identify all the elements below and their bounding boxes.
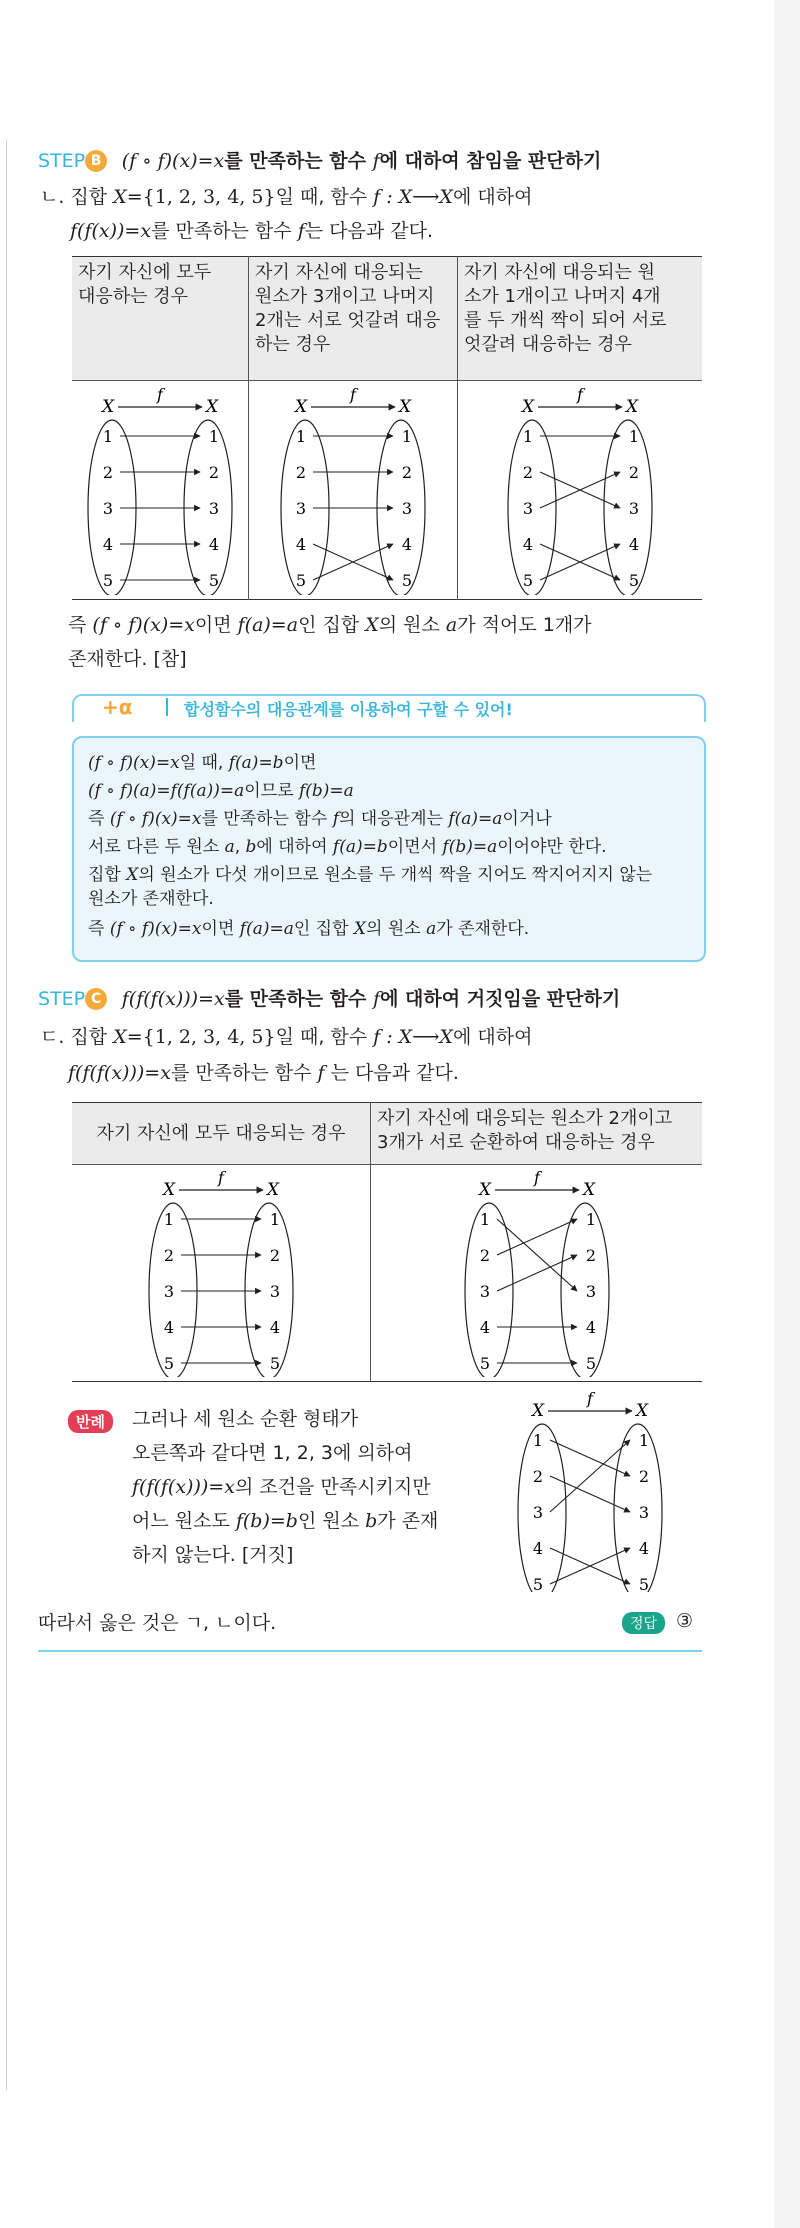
counter-text: 그러나 세 원소 순환 형태가 xyxy=(132,1408,359,1430)
counter-text: 하지 않는다. [거짓] xyxy=(132,1544,294,1566)
line-b3-f2: f(a)=a xyxy=(237,614,299,636)
domain-element: 2 xyxy=(295,463,307,482)
table-c-header-1 xyxy=(72,1103,371,1165)
table-c-header-2 xyxy=(371,1103,703,1165)
domain-element: 2 xyxy=(479,1246,490,1265)
tip-line-3 xyxy=(88,808,552,830)
tip-separator xyxy=(166,698,168,716)
domain-element: 1 xyxy=(479,1210,490,1229)
mapping-arrow xyxy=(497,1255,577,1291)
counter-text: 어느 원소도 xyxy=(132,1510,236,1532)
codomain-element: 2 xyxy=(401,463,413,482)
tip-math: X xyxy=(126,865,139,885)
mapping-arrow xyxy=(550,1440,630,1512)
set-values: ={1, 2, 3, 4, 5} xyxy=(126,1026,276,1048)
table-b-cell-3 xyxy=(458,381,703,600)
tip-math: (f ∘ f)(x)=x xyxy=(109,809,202,829)
conclusion-text: 따라서 옳은 것은 ㄱ, ㄴ이다. xyxy=(38,1612,277,1634)
table-b-cell-1 xyxy=(72,381,249,600)
step-c-f: f xyxy=(373,988,381,1010)
line-b1-mid: 일 때, 함수 xyxy=(275,186,374,208)
line-b3-f1: (f ∘ f)(x)=x xyxy=(92,614,195,636)
table-c xyxy=(72,1102,702,1382)
line-c1-mid: 일 때, 함수 xyxy=(275,1026,374,1048)
tip-text: 이면 xyxy=(201,919,240,939)
domain-set-label: X xyxy=(162,1180,176,1200)
domain-element: 2 xyxy=(532,1467,544,1486)
domain-element: 5 xyxy=(295,571,307,590)
codomain-element: 4 xyxy=(628,535,640,554)
tip-line-6 xyxy=(88,888,214,910)
step-b-text: 를 만족하는 함수 xyxy=(224,150,373,172)
header-line: 자기 자신에 대응되는 원 xyxy=(464,262,656,283)
header-line: 엇갈려 대응하는 경우 xyxy=(464,334,632,355)
tip-text: 즉 xyxy=(88,919,110,939)
mapping-arrow xyxy=(497,1219,577,1255)
tip-math: f(a)=a xyxy=(448,809,503,829)
function-label: f xyxy=(577,385,583,404)
function-label: f xyxy=(157,385,163,404)
tip-math: b xyxy=(245,837,257,857)
line-b1 xyxy=(40,184,532,210)
plus-alpha-icon: +α xyxy=(102,695,133,719)
tip-text: 즉 xyxy=(88,809,110,829)
line-c2 xyxy=(68,1060,459,1086)
set-x: X xyxy=(113,1026,127,1048)
line-b2-f: f xyxy=(297,220,305,242)
tip-text: 이거나 xyxy=(502,809,552,829)
codomain-set-label: X xyxy=(582,1180,595,1200)
codomain-element: 3 xyxy=(628,499,640,518)
domain-set-label: X xyxy=(531,1401,545,1421)
tip-box xyxy=(72,736,706,962)
function-label: f xyxy=(218,1168,224,1187)
domain-element: 1 xyxy=(102,427,114,446)
codomain-element: 1 xyxy=(401,427,413,446)
counter-math: f(f(f(x)))=x xyxy=(132,1476,235,1498)
set-x: X xyxy=(113,186,127,208)
line-b3-mid1: 이면 xyxy=(194,614,238,636)
header-line: 소가 1개이고 나머지 4개 xyxy=(464,286,661,307)
line-b1-pre: ㄴ. 집합 xyxy=(40,186,114,208)
codomain-set-label: X xyxy=(635,1401,649,1421)
domain-element: 5 xyxy=(532,1575,544,1592)
tip-math: X xyxy=(353,919,367,939)
tip-math: f(a)=b xyxy=(332,837,388,857)
answer-badge: 정답 xyxy=(622,1612,665,1634)
mapping-diagram-identity xyxy=(72,381,248,595)
line-b3-x: X xyxy=(365,614,379,636)
step-label: STEP xyxy=(38,150,86,172)
tip-math: a xyxy=(426,919,437,939)
counter-line-4 xyxy=(132,1508,438,1534)
tip-text: 이므로 xyxy=(244,781,299,801)
domain-element: 3 xyxy=(295,499,307,518)
domain-element: 4 xyxy=(479,1318,490,1337)
header-line: 대응하는 경우 xyxy=(78,286,189,307)
codomain-element: 2 xyxy=(208,463,220,482)
codomain-element: 5 xyxy=(208,571,220,590)
tip-math: f xyxy=(332,809,339,829)
line-b3-a: a xyxy=(445,614,458,636)
mapping-arrow xyxy=(550,1476,630,1512)
line-b2-formula: f(f(x))=x xyxy=(70,220,152,242)
line-b2 xyxy=(70,218,433,244)
mapping-diagram-two-swaps xyxy=(458,381,702,595)
tip-line-2 xyxy=(88,780,354,802)
codomain-element: 1 xyxy=(585,1210,596,1229)
tip-text: 를 만족하는 함수 xyxy=(201,809,333,829)
codomain-element: 4 xyxy=(638,1539,650,1558)
domain-set-label: X xyxy=(294,397,308,417)
mapping-arrow xyxy=(550,1440,630,1476)
mapping-diagram-counterexample xyxy=(480,1392,700,1592)
codomain-set-label: X xyxy=(398,397,412,417)
line-c1-post: 에 대하여 xyxy=(452,1026,533,1048)
header-line: 원소가 3개이고 나머지 xyxy=(255,286,435,307)
tip-line-7 xyxy=(88,918,529,940)
tip-text: 이어야만 한다. xyxy=(497,837,607,857)
header-line: 하는 경우 xyxy=(255,334,331,355)
table-b xyxy=(72,256,702,600)
tip-line-1 xyxy=(88,752,316,774)
table-b-header-3 xyxy=(458,257,703,381)
tip-text: 집합 xyxy=(88,865,127,885)
codomain-element: 5 xyxy=(269,1354,281,1373)
tip-math: f(a)=b xyxy=(228,753,284,773)
set-values: ={1, 2, 3, 4, 5} xyxy=(126,186,276,208)
domain-element: 3 xyxy=(102,499,114,518)
step-b-formula: (f ∘ f)(x)=x xyxy=(121,150,225,172)
line-c2-formula: f(f(f(x)))=x xyxy=(68,1062,171,1084)
domain-set-label: X xyxy=(101,397,115,417)
codomain-element: 1 xyxy=(638,1431,650,1450)
tip-math: (f ∘ f)(a)=f(f(a))=a xyxy=(88,781,245,801)
counter-line-3 xyxy=(132,1474,431,1500)
domain-element: 4 xyxy=(532,1539,544,1558)
codomain-element: 1 xyxy=(269,1210,281,1229)
codomain-set-label: X xyxy=(205,397,219,417)
tip-math: f(b)=a xyxy=(298,781,354,801)
codomain-element: 2 xyxy=(638,1467,650,1486)
domain-element: 5 xyxy=(522,571,534,590)
domain-element: 2 xyxy=(102,463,114,482)
codomain-element: 4 xyxy=(585,1318,596,1337)
mapping-diagram-three-cycle xyxy=(437,1165,637,1377)
function-label: f xyxy=(533,1168,540,1187)
margin-rule xyxy=(6,140,7,2090)
header-line: 3개가 서로 순환하여 대응하는 경우 xyxy=(377,1132,655,1153)
tip-math: f(b)=a xyxy=(442,837,498,857)
line-b1-post: 에 대하여 xyxy=(452,186,533,208)
counter-text: 인 원소 xyxy=(297,1510,366,1532)
line-b2-post: 는 다음과 같다. xyxy=(304,220,433,242)
line-c2-mid: 를 만족하는 함수 xyxy=(170,1062,318,1084)
codomain-element: 2 xyxy=(269,1246,281,1265)
codomain-element: 1 xyxy=(208,427,220,446)
step-c-tail: 에 대하여 거짓임을 판단하기 xyxy=(380,988,621,1010)
header-line: 자기 자신에 모두 xyxy=(78,262,212,283)
answer-value: ③ xyxy=(676,1610,694,1632)
codomain-element: 5 xyxy=(628,571,640,590)
counter-math: f(b)=b xyxy=(235,1510,298,1532)
domain-element: 3 xyxy=(532,1503,544,1522)
tip-math: a xyxy=(224,837,235,857)
line-b3-pre: 즉 xyxy=(68,614,93,636)
mapping-arrow xyxy=(497,1219,577,1291)
step-b-f: f xyxy=(372,150,380,172)
tip-text: 이면 xyxy=(283,753,317,773)
domain-element: 4 xyxy=(295,535,307,554)
step-b-heading xyxy=(38,146,601,173)
domain-element: 1 xyxy=(532,1431,544,1450)
domain-set-label: X xyxy=(521,397,535,417)
mapping-diagram-one-swap xyxy=(249,381,457,595)
codomain-element: 5 xyxy=(585,1354,596,1373)
tip-text: 이면서 xyxy=(387,837,443,857)
codomain-element: 5 xyxy=(401,571,413,590)
codomain-element: 2 xyxy=(585,1246,596,1265)
page-edge-band xyxy=(774,0,800,2228)
step-badge-c: C xyxy=(85,988,107,1010)
domain-element: 4 xyxy=(522,535,534,554)
function-label: f xyxy=(350,385,356,404)
domain-set-label: X xyxy=(478,1180,491,1200)
domain-element: 1 xyxy=(163,1210,175,1229)
counter-line-1 xyxy=(132,1406,358,1432)
tip-line-5 xyxy=(88,864,652,886)
tip-text: 서로 다른 두 원소 xyxy=(88,837,225,857)
codomain-element: 5 xyxy=(638,1575,650,1592)
domain-element: 2 xyxy=(522,463,534,482)
domain-element: 5 xyxy=(102,571,114,590)
tip-text: , xyxy=(234,837,246,857)
tip-text: 의 원소가 다섯 개이므로 원소를 두 개씩 짝을 지어도 짝지어지지 않는 xyxy=(138,865,653,885)
header-line: 자기 자신에 대응되는 원소가 2개이고 xyxy=(377,1108,673,1129)
table-b-header-2 xyxy=(249,257,458,381)
tip-text: 인 집합 xyxy=(293,919,354,939)
step-c-text: 를 만족하는 함수 xyxy=(224,988,374,1010)
counter-text: 오른쪽과 같다면 1, 2, 3에 의하여 xyxy=(132,1442,413,1464)
line-c2-f: f xyxy=(317,1062,325,1084)
line-b3-mid2: 인 집합 xyxy=(298,614,366,636)
tip-text: 원소가 존재한다. xyxy=(88,889,214,909)
header-line: 자기 자신에 대응되는 xyxy=(255,262,423,283)
domain-element: 3 xyxy=(163,1282,175,1301)
codomain-element: 4 xyxy=(269,1318,281,1337)
counter-line-2 xyxy=(132,1440,412,1466)
counter-text: 가 존재 xyxy=(377,1510,439,1532)
line-c1-pre: ㄷ. 집합 xyxy=(40,1026,114,1048)
codomain-element: 3 xyxy=(585,1282,596,1301)
domain-element: 4 xyxy=(102,535,114,554)
codomain-element: 3 xyxy=(638,1503,650,1522)
codomain-set-label: X xyxy=(625,397,639,417)
tip-math: (f ∘ f)(x)=x xyxy=(88,753,180,773)
function-map: f : X⟶X xyxy=(373,186,453,208)
line-b3-post: 가 적어도 1개가 xyxy=(457,614,592,636)
mapping-diagram-identity xyxy=(121,1165,321,1377)
tip-math: f(a)=a xyxy=(239,919,294,939)
step-b-tail: 에 대하여 참임을 판단하기 xyxy=(379,150,602,172)
line-c2-post: 는 다음과 같다. xyxy=(324,1062,459,1084)
line-b3-mid3: 의 원소 xyxy=(378,614,446,636)
domain-element: 1 xyxy=(522,427,534,446)
line-c1 xyxy=(40,1024,532,1050)
codomain-element: 3 xyxy=(208,499,220,518)
tip-title: 합성함수의 대응관계를 이용하여 구할 수 있어! xyxy=(184,700,513,719)
function-label: f xyxy=(587,1392,593,1408)
table-b-header-1 xyxy=(72,257,249,381)
tip-text: 의 대응관계는 xyxy=(338,809,449,829)
codomain-element: 4 xyxy=(208,535,220,554)
header-line: 2개는 서로 엇갈려 대응 xyxy=(255,310,441,331)
codomain-element: 1 xyxy=(628,427,640,446)
line-b4: 존재한다. [참] xyxy=(68,648,187,670)
step-c-heading xyxy=(38,984,620,1011)
codomain-element: 2 xyxy=(628,463,640,482)
domain-element: 5 xyxy=(163,1354,175,1373)
step-label: STEP xyxy=(38,988,86,1010)
domain-element: 4 xyxy=(163,1318,175,1337)
line-b2-mid: 를 만족하는 함수 xyxy=(151,220,298,242)
function-map: f : X⟶X xyxy=(373,1026,453,1048)
tip-line-4 xyxy=(88,836,607,858)
codomain-set-label: X xyxy=(266,1180,280,1200)
tip-text: 가 존재한다. xyxy=(436,919,530,939)
table-b-cell-2 xyxy=(249,381,458,600)
domain-element: 3 xyxy=(479,1282,490,1301)
domain-element: 2 xyxy=(163,1246,175,1265)
domain-element: 3 xyxy=(522,499,534,518)
section-rule xyxy=(38,1650,702,1652)
counter-text: 의 조건을 만족시키지만 xyxy=(234,1476,431,1498)
header-line: 자기 자신에 모두 대응되는 경우 xyxy=(96,1122,346,1144)
tip-text: 의 원소 xyxy=(366,919,427,939)
line-b3 xyxy=(68,612,592,638)
tip-math: (f ∘ f)(x)=x xyxy=(109,919,202,939)
codomain-element: 3 xyxy=(269,1282,281,1301)
header-line: 를 두 개씩 짝이 되어 서로 xyxy=(464,310,667,331)
codomain-element: 4 xyxy=(401,535,413,554)
domain-element: 5 xyxy=(479,1354,490,1373)
table-c-cell-2 xyxy=(371,1165,703,1382)
domain-element: 1 xyxy=(295,427,307,446)
codomain-element: 3 xyxy=(401,499,413,518)
table-c-cell-1 xyxy=(72,1165,371,1382)
counter-line-5 xyxy=(132,1542,293,1568)
counterexample-badge: 반례 xyxy=(68,1410,113,1433)
tip-text: 일 때, xyxy=(179,753,229,773)
tip-header xyxy=(72,694,706,722)
step-badge-b: B xyxy=(85,150,107,172)
tip-text: 에 대하여 xyxy=(256,837,333,857)
counter-math: b xyxy=(365,1510,378,1532)
step-c-formula: f(f(f(x)))=x xyxy=(121,988,225,1010)
